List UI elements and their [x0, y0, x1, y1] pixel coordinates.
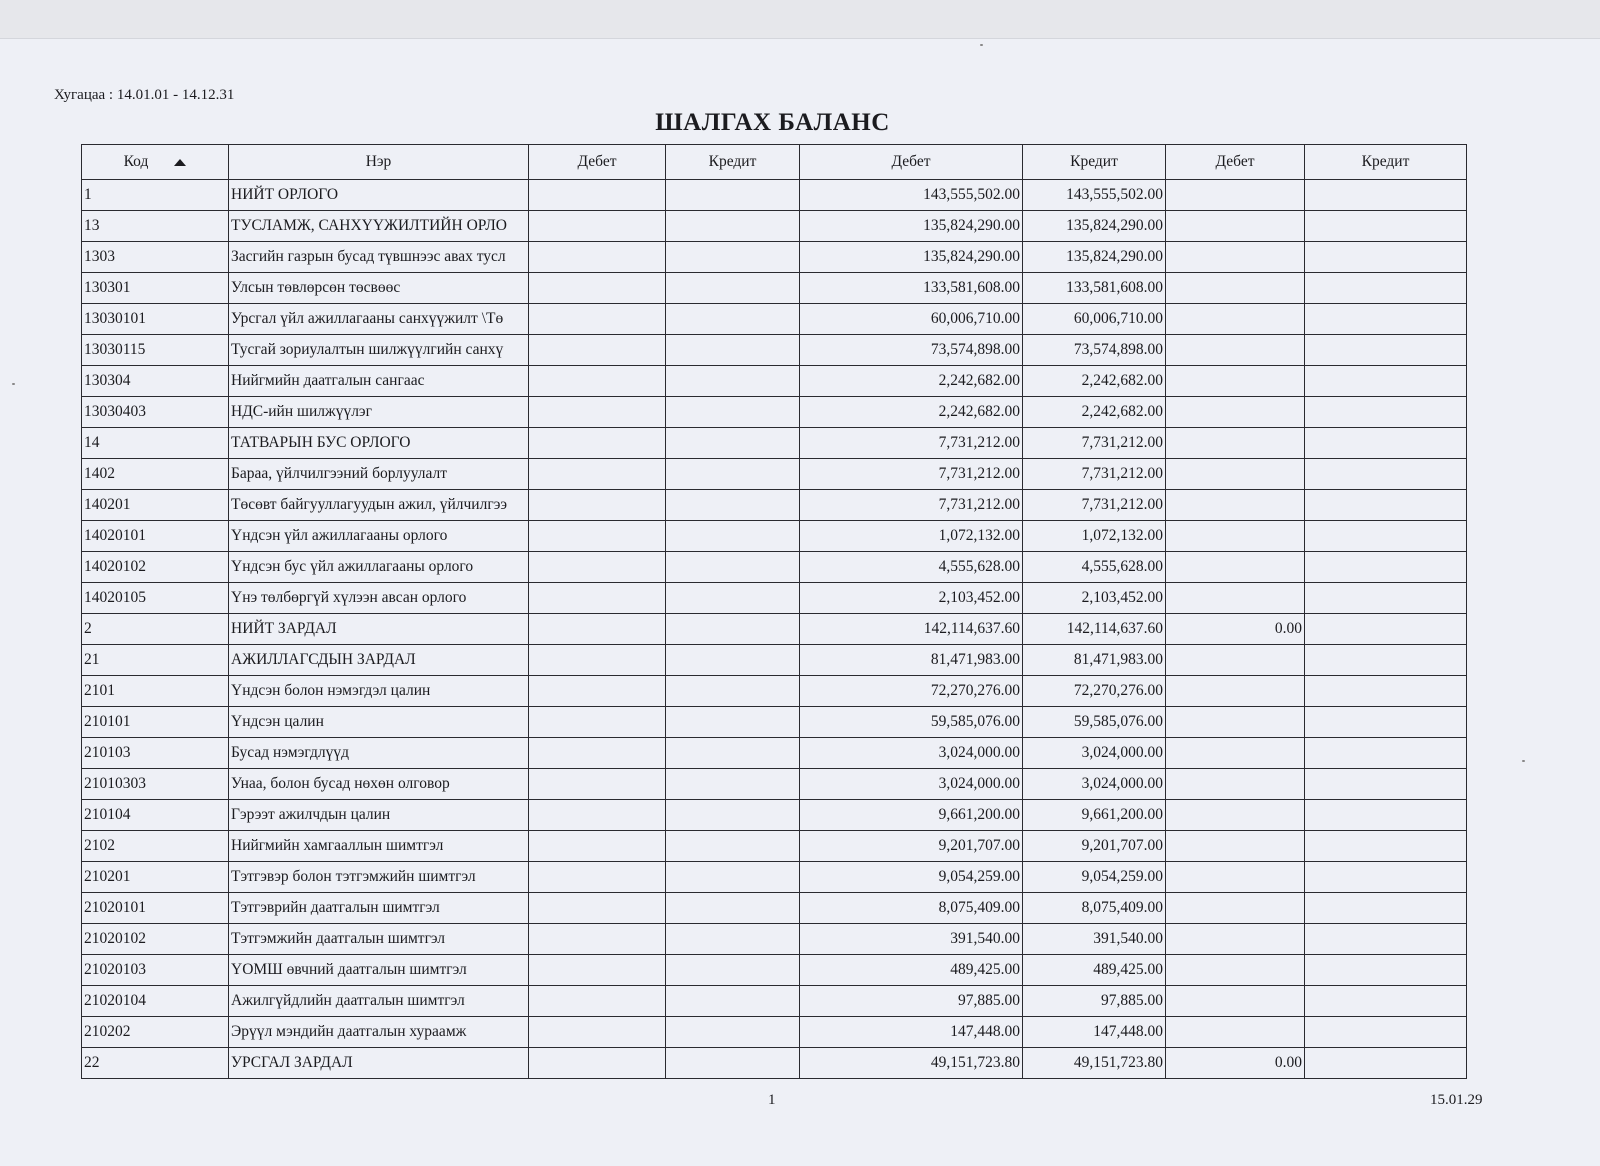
cell-credit-1 — [666, 521, 800, 552]
cell-debit-2: 3,024,000.00 — [800, 738, 1023, 769]
cell-name: Улсын төвлөрсөн төсвөөс — [229, 273, 529, 304]
cell-name: НИЙТ ЗАРДАЛ — [229, 614, 529, 645]
cell-debit-2: 60,006,710.00 — [800, 304, 1023, 335]
table-row — [82, 831, 1467, 862]
cell-name: Үндсэн бус үйл ажиллагааны орлого — [229, 552, 529, 583]
cell-debit-2: 2,242,682.00 — [800, 397, 1023, 428]
cell-debit-1 — [529, 831, 666, 862]
cell-debit-1 — [529, 459, 666, 490]
cell-credit-3 — [1305, 304, 1467, 335]
cell-debit-1 — [529, 676, 666, 707]
cell-credit-3 — [1305, 552, 1467, 583]
cell-name: Нийгмийн даатгалын сангаас — [229, 366, 529, 397]
cell-name: Төсөвт байгууллагуудын ажил, үйлчилгээ — [229, 490, 529, 521]
cell-credit-1 — [666, 1048, 800, 1079]
cell-debit-2: 133,581,608.00 — [800, 273, 1023, 304]
cell-debit-2: 97,885.00 — [800, 986, 1023, 1017]
cell-name: НДС-ийн шилжүүлэг — [229, 397, 529, 428]
cell-debit-1 — [529, 800, 666, 831]
cell-name: ҮОМШ өвчний даатгалын шимтгэл — [229, 955, 529, 986]
cell-debit-2: 1,072,132.00 — [800, 521, 1023, 552]
cell-name: Эрүүл мэндийн даатгалын хураамж — [229, 1017, 529, 1048]
cell-credit-2: 9,661,200.00 — [1023, 800, 1166, 831]
cell-credit-3 — [1305, 924, 1467, 955]
cell-credit-1 — [666, 1017, 800, 1048]
table-row — [82, 366, 1467, 397]
cell-credit-1 — [666, 180, 800, 211]
cell-code: 21 — [82, 645, 229, 676]
cell-credit-1 — [666, 645, 800, 676]
cell-credit-3 — [1305, 273, 1467, 304]
cell-debit-3 — [1166, 552, 1305, 583]
cell-code: 2 — [82, 614, 229, 645]
cell-debit-2: 49,151,723.80 — [800, 1048, 1023, 1079]
cell-code: 21020103 — [82, 955, 229, 986]
table-body — [82, 180, 1467, 1079]
cell-credit-1 — [666, 242, 800, 273]
cell-credit-1 — [666, 738, 800, 769]
cell-credit-1 — [666, 490, 800, 521]
cell-debit-1 — [529, 583, 666, 614]
cell-credit-2: 135,824,290.00 — [1023, 242, 1166, 273]
cell-credit-2: 72,270,276.00 — [1023, 676, 1166, 707]
cell-credit-3 — [1305, 242, 1467, 273]
cell-code: 14 — [82, 428, 229, 459]
table-header-row — [82, 145, 1467, 180]
cell-debit-3 — [1166, 273, 1305, 304]
cell-name: Тусгай зориулалтын шилжүүлгийн санхү — [229, 335, 529, 366]
cell-credit-2: 73,574,898.00 — [1023, 335, 1166, 366]
cell-debit-3 — [1166, 769, 1305, 800]
cell-credit-3 — [1305, 180, 1467, 211]
cell-debit-2: 3,024,000.00 — [800, 769, 1023, 800]
table-row — [82, 459, 1467, 490]
cell-credit-3 — [1305, 459, 1467, 490]
cell-code: 13030115 — [82, 335, 229, 366]
cell-credit-3 — [1305, 862, 1467, 893]
cell-credit-2: 1,072,132.00 — [1023, 521, 1166, 552]
cell-debit-2: 143,555,502.00 — [800, 180, 1023, 211]
cell-code: 14020101 — [82, 521, 229, 552]
cell-debit-1 — [529, 614, 666, 645]
cell-credit-3 — [1305, 614, 1467, 645]
table-row — [82, 1048, 1467, 1079]
cell-debit-3 — [1166, 1017, 1305, 1048]
cell-credit-3 — [1305, 583, 1467, 614]
table-row — [82, 800, 1467, 831]
table-row — [82, 242, 1467, 273]
cell-credit-2: 135,824,290.00 — [1023, 211, 1166, 242]
cell-code: 21020104 — [82, 986, 229, 1017]
cell-code: 22 — [82, 1048, 229, 1079]
cell-code: 21020102 — [82, 924, 229, 955]
cell-credit-1 — [666, 676, 800, 707]
cell-debit-1 — [529, 707, 666, 738]
cell-credit-3 — [1305, 986, 1467, 1017]
table-row — [82, 645, 1467, 676]
cell-name: Урсгал үйл ажиллагааны санхүүжилт \Тө — [229, 304, 529, 335]
cell-code: 210101 — [82, 707, 229, 738]
cell-credit-1 — [666, 924, 800, 955]
cell-debit-2: 391,540.00 — [800, 924, 1023, 955]
scan-speck — [12, 383, 15, 385]
cell-credit-2: 9,201,707.00 — [1023, 831, 1166, 862]
cell-credit-1 — [666, 800, 800, 831]
cell-credit-3 — [1305, 955, 1467, 986]
table-row — [82, 738, 1467, 769]
cell-credit-3 — [1305, 893, 1467, 924]
cell-credit-1 — [666, 986, 800, 1017]
cell-debit-1 — [529, 738, 666, 769]
cell-credit-3 — [1305, 366, 1467, 397]
cell-name: Тэтгэвэр болон тэтгэмжийн шимтгэл — [229, 862, 529, 893]
cell-debit-1 — [529, 862, 666, 893]
cell-credit-1 — [666, 583, 800, 614]
cell-credit-2: 2,242,682.00 — [1023, 397, 1166, 428]
table-row — [82, 552, 1467, 583]
table-row — [82, 335, 1467, 366]
cell-name: УРСГАЛ ЗАРДАЛ — [229, 1048, 529, 1079]
cell-credit-3 — [1305, 490, 1467, 521]
table-row — [82, 1017, 1467, 1048]
cell-debit-1 — [529, 242, 666, 273]
cell-debit-2: 73,574,898.00 — [800, 335, 1023, 366]
cell-debit-3 — [1166, 645, 1305, 676]
cell-credit-2: 3,024,000.00 — [1023, 769, 1166, 800]
cell-debit-2: 2,103,452.00 — [800, 583, 1023, 614]
cell-code: 210202 — [82, 1017, 229, 1048]
table-row — [82, 924, 1467, 955]
cell-debit-3 — [1166, 180, 1305, 211]
cell-debit-3 — [1166, 304, 1305, 335]
cell-debit-3 — [1166, 893, 1305, 924]
column-header-debit-3[interactable]: Дебет — [1166, 145, 1305, 180]
cell-code: 13030101 — [82, 304, 229, 335]
cell-credit-3 — [1305, 1048, 1467, 1079]
cell-credit-2: 97,885.00 — [1023, 986, 1166, 1017]
cell-debit-2: 9,054,259.00 — [800, 862, 1023, 893]
cell-name: АЖИЛЛАГСДЫН ЗАРДАЛ — [229, 645, 529, 676]
cell-credit-3 — [1305, 645, 1467, 676]
cell-code: 2101 — [82, 676, 229, 707]
cell-debit-1 — [529, 335, 666, 366]
cell-credit-1 — [666, 428, 800, 459]
cell-code: 140201 — [82, 490, 229, 521]
cell-debit-1 — [529, 397, 666, 428]
cell-debit-3 — [1166, 335, 1305, 366]
cell-code: 1303 — [82, 242, 229, 273]
cell-credit-1 — [666, 211, 800, 242]
table-row — [82, 707, 1467, 738]
cell-credit-2: 7,731,212.00 — [1023, 490, 1166, 521]
cell-name: Унаа, болон бусад нөхөн олговор — [229, 769, 529, 800]
cell-debit-1 — [529, 180, 666, 211]
cell-debit-3 — [1166, 707, 1305, 738]
cell-debit-1 — [529, 986, 666, 1017]
cell-debit-3 — [1166, 211, 1305, 242]
cell-credit-2: 7,731,212.00 — [1023, 428, 1166, 459]
cell-name: Үнэ төлбөргүй хүлээн авсан орлого — [229, 583, 529, 614]
table-row — [82, 862, 1467, 893]
cell-credit-2: 4,555,628.00 — [1023, 552, 1166, 583]
table-row — [82, 521, 1467, 552]
scan-speck — [980, 44, 983, 46]
cell-credit-2: 59,585,076.00 — [1023, 707, 1166, 738]
cell-debit-2: 9,201,707.00 — [800, 831, 1023, 862]
cell-debit-3 — [1166, 831, 1305, 862]
table-row — [82, 583, 1467, 614]
cell-debit-3 — [1166, 676, 1305, 707]
cell-debit-1 — [529, 769, 666, 800]
cell-debit-3 — [1166, 459, 1305, 490]
column-header-credit-3[interactable]: Кредит — [1305, 145, 1467, 180]
cell-name: Ажилгүйдлийн даатгалын шимтгэл — [229, 986, 529, 1017]
cell-credit-1 — [666, 831, 800, 862]
document-title: ШАЛГАХ БАЛАНС — [655, 109, 890, 136]
cell-debit-2: 9,661,200.00 — [800, 800, 1023, 831]
cell-credit-3 — [1305, 800, 1467, 831]
column-header-debit-2[interactable]: Дебет — [800, 145, 1023, 180]
cell-debit-3 — [1166, 366, 1305, 397]
cell-credit-3 — [1305, 738, 1467, 769]
cell-debit-2: 7,731,212.00 — [800, 459, 1023, 490]
cell-credit-2: 391,540.00 — [1023, 924, 1166, 955]
cell-code: 1 — [82, 180, 229, 211]
cell-code: 130304 — [82, 366, 229, 397]
cell-credit-3 — [1305, 707, 1467, 738]
cell-name: Нийгмийн хамгааллын шимтгэл — [229, 831, 529, 862]
cell-debit-1 — [529, 893, 666, 924]
cell-debit-3: 0.00 — [1166, 614, 1305, 645]
cell-debit-3 — [1166, 955, 1305, 986]
cell-name: ТУСЛАМЖ, САНХҮҮЖИЛТИЙН ОРЛО — [229, 211, 529, 242]
cell-debit-3 — [1166, 800, 1305, 831]
cell-credit-2: 2,103,452.00 — [1023, 583, 1166, 614]
cell-credit-3 — [1305, 211, 1467, 242]
table-row — [82, 614, 1467, 645]
cell-credit-2: 60,006,710.00 — [1023, 304, 1166, 335]
cell-debit-2: 72,270,276.00 — [800, 676, 1023, 707]
column-header-name[interactable]: Нэр — [229, 145, 529, 180]
cell-name: Тэтгэврийн даатгалын шимтгэл — [229, 893, 529, 924]
cell-credit-3 — [1305, 428, 1467, 459]
cell-debit-3 — [1166, 428, 1305, 459]
table-row — [82, 273, 1467, 304]
cell-debit-2: 489,425.00 — [800, 955, 1023, 986]
cell-debit-1 — [529, 645, 666, 676]
cell-credit-2: 49,151,723.80 — [1023, 1048, 1166, 1079]
cell-debit-2: 4,555,628.00 — [800, 552, 1023, 583]
cell-name: ТАТВАРЫН БУС ОРЛОГО — [229, 428, 529, 459]
cell-debit-3 — [1166, 738, 1305, 769]
cell-credit-2: 143,555,502.00 — [1023, 180, 1166, 211]
cell-debit-1 — [529, 955, 666, 986]
cell-code: 210201 — [82, 862, 229, 893]
cell-debit-2: 81,471,983.00 — [800, 645, 1023, 676]
cell-credit-1 — [666, 893, 800, 924]
cell-debit-2: 7,731,212.00 — [800, 490, 1023, 521]
cell-debit-2: 135,824,290.00 — [800, 211, 1023, 242]
cell-debit-1 — [529, 273, 666, 304]
cell-name: Үндсэн үйл ажиллагааны орлого — [229, 521, 529, 552]
cell-debit-1 — [529, 428, 666, 459]
cell-debit-1 — [529, 1048, 666, 1079]
cell-credit-2: 489,425.00 — [1023, 955, 1166, 986]
cell-credit-1 — [666, 614, 800, 645]
cell-code: 210104 — [82, 800, 229, 831]
cell-debit-3 — [1166, 583, 1305, 614]
cell-debit-3 — [1166, 924, 1305, 955]
cell-credit-2: 147,448.00 — [1023, 1017, 1166, 1048]
cell-credit-1 — [666, 459, 800, 490]
cell-debit-3 — [1166, 862, 1305, 893]
cell-debit-2: 2,242,682.00 — [800, 366, 1023, 397]
cell-debit-1 — [529, 924, 666, 955]
table-row — [82, 955, 1467, 986]
cell-debit-3: 0.00 — [1166, 1048, 1305, 1079]
cell-code: 1402 — [82, 459, 229, 490]
cell-debit-3 — [1166, 986, 1305, 1017]
trial-balance-table — [81, 144, 1467, 1079]
cell-debit-1 — [529, 304, 666, 335]
table-row — [82, 986, 1467, 1017]
table-row — [82, 769, 1467, 800]
cell-credit-1 — [666, 304, 800, 335]
column-header-credit-1[interactable]: Кредит — [666, 145, 800, 180]
cell-debit-2: 59,585,076.00 — [800, 707, 1023, 738]
cell-debit-2: 8,075,409.00 — [800, 893, 1023, 924]
cell-debit-1 — [529, 211, 666, 242]
cell-debit-3 — [1166, 397, 1305, 428]
cell-credit-2: 3,024,000.00 — [1023, 738, 1166, 769]
cell-credit-3 — [1305, 676, 1467, 707]
cell-credit-1 — [666, 397, 800, 428]
cell-credit-1 — [666, 769, 800, 800]
cell-debit-3 — [1166, 242, 1305, 273]
cell-debit-2: 7,731,212.00 — [800, 428, 1023, 459]
table-row — [82, 676, 1467, 707]
print-date: 15.01.29 — [1430, 1092, 1483, 1108]
cell-debit-3 — [1166, 521, 1305, 552]
table-row — [82, 397, 1467, 428]
cell-code: 21010303 — [82, 769, 229, 800]
table-row — [82, 893, 1467, 924]
cell-code: 21020101 — [82, 893, 229, 924]
cell-credit-1 — [666, 955, 800, 986]
cell-code: 14020102 — [82, 552, 229, 583]
cell-credit-1 — [666, 366, 800, 397]
cell-debit-2: 147,448.00 — [800, 1017, 1023, 1048]
table-row — [82, 211, 1467, 242]
cell-credit-2: 2,242,682.00 — [1023, 366, 1166, 397]
table-row — [82, 304, 1467, 335]
cell-name: Тэтгэмжийн даатгалын шимтгэл — [229, 924, 529, 955]
cell-credit-2: 8,075,409.00 — [1023, 893, 1166, 924]
cell-debit-2: 135,824,290.00 — [800, 242, 1023, 273]
cell-credit-3 — [1305, 831, 1467, 862]
column-header-debit-1[interactable]: Дебет — [529, 145, 666, 180]
cell-name: НИЙТ ОРЛОГО — [229, 180, 529, 211]
cell-credit-3 — [1305, 335, 1467, 366]
column-header-credit-2[interactable]: Кредит — [1023, 145, 1166, 180]
cell-name: Бараа, үйлчилгээний борлуулалт — [229, 459, 529, 490]
cell-credit-3 — [1305, 397, 1467, 428]
cell-name: Бусад нэмэгдлүүд — [229, 738, 529, 769]
table-row — [82, 180, 1467, 211]
cell-credit-1 — [666, 335, 800, 366]
cell-name: Засгийн газрын бусад түвшнээс авах тусл — [229, 242, 529, 273]
cell-credit-3 — [1305, 769, 1467, 800]
cell-credit-3 — [1305, 521, 1467, 552]
cell-code: 14020105 — [82, 583, 229, 614]
cell-code: 13030403 — [82, 397, 229, 428]
table-row — [82, 490, 1467, 521]
cell-credit-2: 81,471,983.00 — [1023, 645, 1166, 676]
cell-name: Үндсэн цалин — [229, 707, 529, 738]
cell-name: Гэрээт ажилчдын цалин — [229, 800, 529, 831]
cell-code: 13 — [82, 211, 229, 242]
cell-credit-2: 7,731,212.00 — [1023, 459, 1166, 490]
cell-debit-1 — [529, 366, 666, 397]
cell-credit-1 — [666, 862, 800, 893]
scan-speck — [1522, 760, 1525, 762]
cell-credit-2: 9,054,259.00 — [1023, 862, 1166, 893]
cell-debit-1 — [529, 490, 666, 521]
cell-code: 2102 — [82, 831, 229, 862]
cell-code: 130301 — [82, 273, 229, 304]
cell-credit-1 — [666, 707, 800, 738]
cell-code: 210103 — [82, 738, 229, 769]
sort-ascending-icon — [174, 159, 186, 166]
cell-credit-3 — [1305, 1017, 1467, 1048]
cell-debit-1 — [529, 521, 666, 552]
period-label: Хугацаа : 14.01.01 - 14.12.31 — [54, 87, 235, 103]
cell-credit-1 — [666, 273, 800, 304]
page-number: 1 — [768, 1092, 776, 1108]
cell-credit-1 — [666, 552, 800, 583]
cell-name: Үндсэн болон нэмэгдэл цалин — [229, 676, 529, 707]
column-header-code[interactable]: Код — [82, 145, 229, 180]
table-row — [82, 428, 1467, 459]
cell-debit-1 — [529, 552, 666, 583]
cell-debit-1 — [529, 1017, 666, 1048]
cell-debit-2: 142,114,637.60 — [800, 614, 1023, 645]
cell-credit-2: 142,114,637.60 — [1023, 614, 1166, 645]
cell-credit-2: 133,581,608.00 — [1023, 273, 1166, 304]
cell-debit-3 — [1166, 490, 1305, 521]
